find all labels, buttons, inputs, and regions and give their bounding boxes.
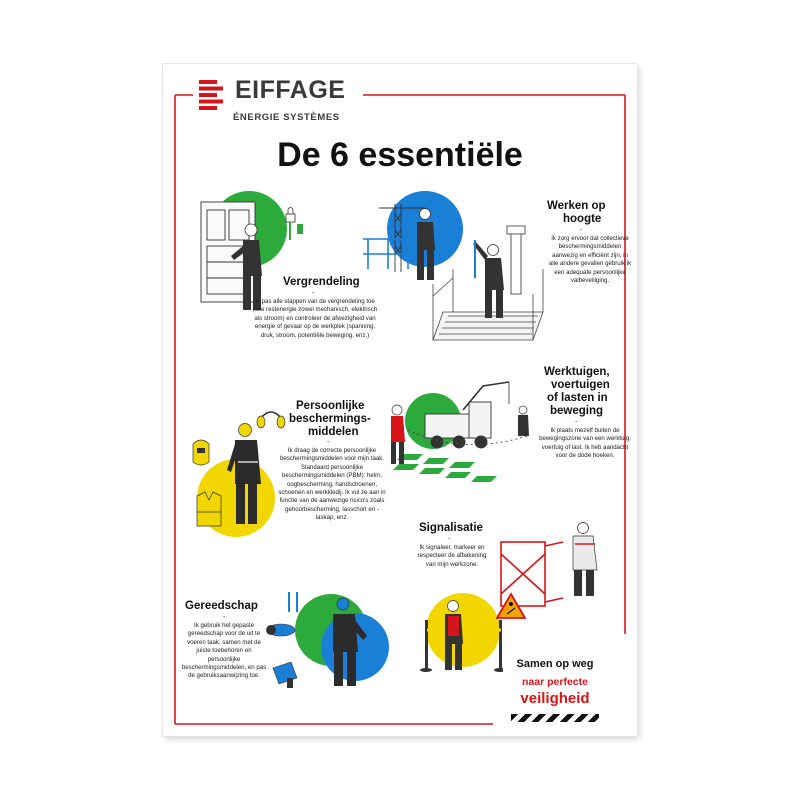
separator: - [223,614,226,621]
slogan-line-2: naar perfecte [522,676,588,688]
section-text-vergrendeling: Ik pas alle stappen van de vergrendeling toe (alle restenergie zowel mechanisch, elektrisch als stroom) en controleer de afwezigheid van energie of gevaar op de werkplek (spanning, druk, stroom, potentiële beweging, enz.) [252,298,378,339]
section-title-werktuigen-3: of lasten in [547,392,608,404]
welding-mask-icon [193,440,209,465]
safety-poster [163,64,637,736]
section-title-pbm-1: Persoonlijke [296,400,365,412]
brand-name: EIFFAGE [235,76,346,104]
slogan-line-1: Samen op weg [516,658,594,670]
section-text-pbm: Ik draag de correcte persoonlijke beschermingsmiddelen voor mijn taak. Standaard persoonlijke beschermingsmiddelen (PBM): helm, oogbescherming, handschoenen, schoenen en werkkledij. Ik vul ze aan in functie van de aanwezige risico's zoals gehoorbescherming, lasschort en -laskap, enz. [278,447,386,522]
section-text-hoogte: Ik zorg ervoor dat collectieve beschermingsmiddelen aanwezig en efficiënt zijn, in alle andere gevallen gebruik ik een adequate persoonlijke valbeveiliging. [548,235,632,285]
section-title-hoogte-2: hoogte [563,213,602,225]
section-title-signalisatie: Signalisatie [419,522,483,534]
safety-harness-icon [473,240,504,318]
section-text-gereedschap: Ik gebruik het gepaste gereedschap voor de uit te voeren taak, samen met de juiste toebehoren en persoonlijke beschermingsmiddelen, en pas de gebruiksaanwijzing toe. [181,622,267,680]
section-title-gereedschap: Gereedschap [185,600,258,612]
worker-observer [391,405,405,464]
poster-title: De 6 essentiële [277,136,523,174]
separator: - [312,290,315,297]
separator: - [580,227,583,234]
spanner-icon [289,592,297,612]
separator: - [448,536,451,543]
slogan-box [503,650,607,730]
section-title-vergrendeling: Vergrendeling [283,276,360,288]
section-title-hoogte-1: Werken op [547,200,606,212]
section-title-werktuigen-4: beweging [550,405,604,417]
section-title-werktuigen-1: Werktuigen, [544,366,610,378]
hazard-stripe [511,714,599,722]
separator: - [575,419,578,426]
ear-defender-icon [257,412,285,428]
crane-truck-icon [425,382,509,448]
floor-marking [393,454,497,482]
section-title-pbm-3: middelen [308,426,359,438]
section-text-signalisatie: Ik signaleer, markeer en respecteer de afbakening van mijn werkzone. [417,544,487,568]
section-text-werktuigen: Ik plaats mezelf buiten de bewegingszone van een werktuig, voertuig of last. Ik heb aandacht voor de dode hoeken. [539,427,631,460]
slogan-line-3: veiligheid [520,690,590,707]
section-title-pbm-2: beschermings- [289,413,371,425]
separator: - [327,439,330,446]
grinder-icon [266,624,295,636]
drill-icon [273,662,297,688]
brand-division: ÉNERGIE SYSTÈMES [233,112,340,123]
worker-barrier [573,523,597,597]
padlock-tag-icon [286,208,303,241]
section-title-werktuigen-2: voertuigen [551,379,610,391]
